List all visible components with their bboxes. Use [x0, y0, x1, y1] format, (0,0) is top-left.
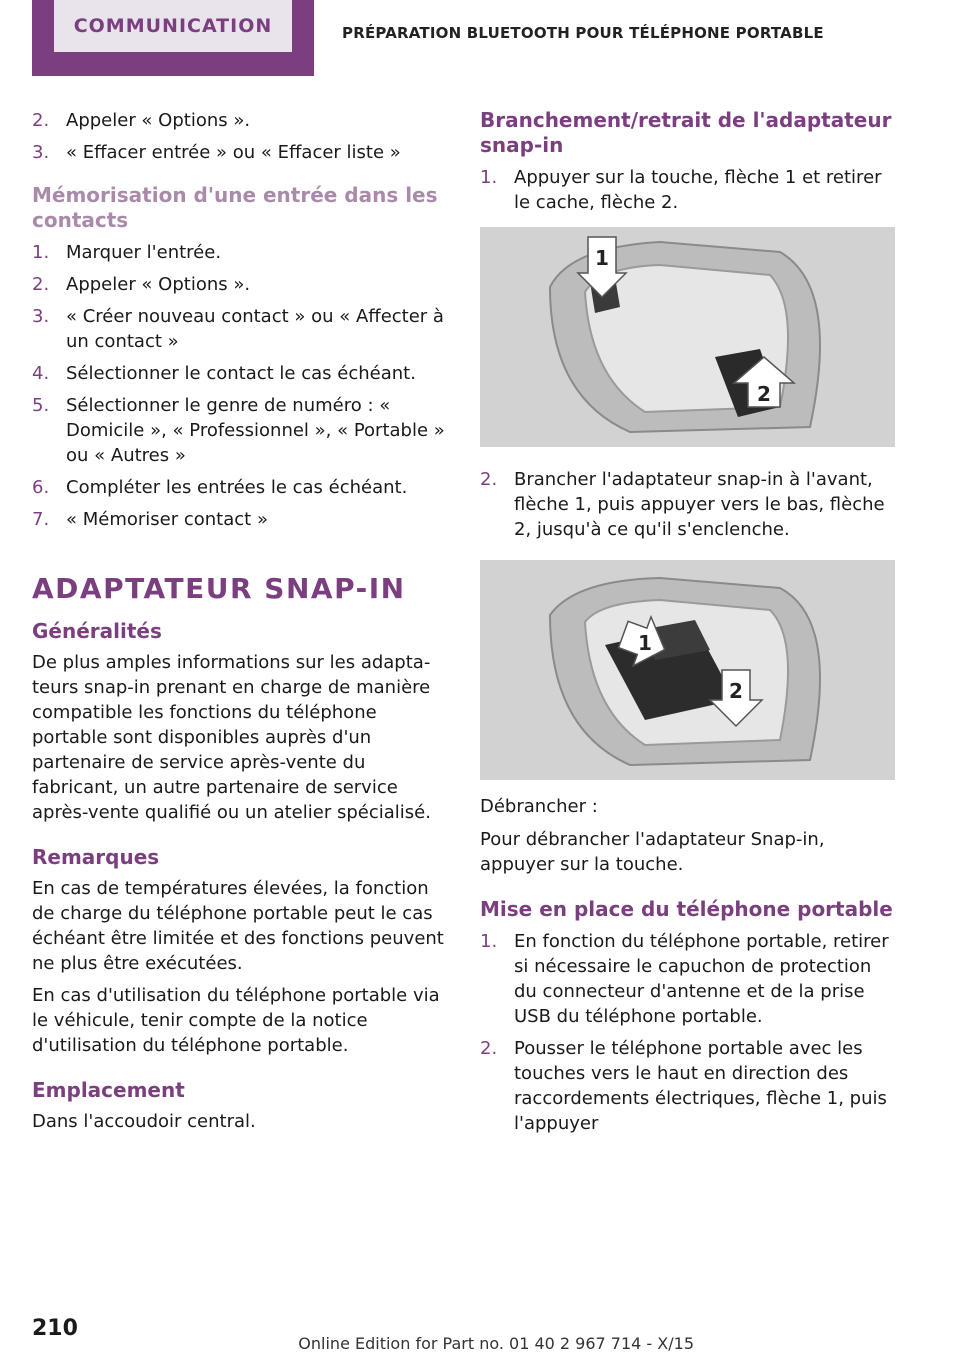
memorisation-steps-list — [32, 240, 446, 532]
list-item — [480, 467, 895, 542]
list-item — [32, 272, 446, 297]
figure-remove-cover — [480, 227, 895, 447]
list-item — [480, 929, 895, 1029]
list-text: Appeler « Options ». — [66, 110, 251, 131]
paragraph-remarques-2: En cas d'utilisation du téléphone portable via le véhicule, tenir compte de la notice d'utilisation du téléphone portable. — [32, 985, 440, 1056]
list-number: 3. — [32, 142, 50, 163]
list-number: 2. — [480, 469, 498, 490]
list-item — [480, 165, 895, 215]
list-number: 1. — [32, 242, 50, 263]
right-column — [480, 108, 895, 1143]
chapter-tab-label: COMMUNICATION — [54, 0, 292, 52]
list-number: 4. — [32, 363, 50, 384]
mise-en-place-steps-list — [480, 929, 895, 1136]
list-text: Brancher l'adaptateur snap-in à l'avant, flèche 1, puis appuyer vers le bas, flèche 2, jusqu'à ce qu'il s'enclenche. — [514, 469, 885, 540]
heading-generalites: Généralités — [32, 619, 162, 643]
left-column — [32, 108, 446, 1134]
paragraph-debrancher: Pour débrancher l'adaptateur Snap-in, appuyer sur la touche. — [480, 829, 825, 875]
list-text: Marquer l'entrée. — [66, 242, 222, 263]
arrow-1-label: 1 — [595, 246, 609, 270]
list-item — [32, 140, 446, 165]
list-text: Sélectionner le genre de numéro : « Domicile », « Professionnel », « Portable » ou « Autres » — [66, 395, 445, 466]
chapter-tab — [32, 0, 314, 76]
list-number: 2. — [32, 110, 50, 131]
branchement-steps-list — [480, 165, 895, 215]
heading-adaptateur: ADAPTATEUR SNAP-IN — [32, 572, 406, 605]
list-number: 3. — [32, 306, 50, 327]
list-text: « Mémoriser contact » — [66, 509, 268, 530]
heading-branchement: Branchement/retrait de l'adaptateur snap-in — [480, 108, 892, 157]
list-number: 2. — [32, 274, 50, 295]
list-number: 1. — [480, 931, 498, 952]
edition-text: Online Edition for Part no. 01 40 2 967 714 - X/15 — [298, 1334, 694, 1353]
list-number: 1. — [480, 167, 498, 188]
heading-emplacement: Emplacement — [32, 1078, 185, 1102]
paragraph-emplacement: Dans l'accoudoir central. — [32, 1111, 256, 1132]
branchement-steps-list-2 — [480, 467, 895, 542]
heading-mise-en-place: Mise en place du téléphone portable — [480, 897, 893, 921]
list-text: Pousser le téléphone portable avec les touches vers le haut en direction des raccordements électriques, flèche 1, puis l'appuyer — [514, 1038, 887, 1134]
figure-insert-adapter — [480, 560, 895, 780]
list-text: « Créer nouveau contact » ou « Affecter à un contact » — [66, 306, 444, 352]
list-item — [32, 475, 446, 500]
paragraph-generalites: De plus amples informations sur les adaptateurs snap-in prenant en charge de manière compatible les fonctions du téléphone portable sont disponibles auprès d'un partenaire de service après-vente du fabricant, un autre partenaire de service après-vente qualifié ou un atelier spécialisé. — [32, 652, 431, 823]
list-item — [32, 240, 446, 265]
arrow-1-label: 1 — [638, 631, 652, 655]
list-item — [32, 361, 446, 386]
armrest-illustration-1 — [480, 227, 895, 447]
list-text: Appuyer sur la touche, flèche 1 et retirer le cache, flèche 2. — [514, 167, 882, 213]
list-item — [480, 1036, 895, 1136]
list-text: Appeler « Options ». — [66, 274, 251, 295]
arrow-2-label: 2 — [729, 679, 743, 703]
list-number: 6. — [32, 477, 50, 498]
section-title: PRÉPARATION BLUETOOTH POUR TÉLÉPHONE PORTABLE — [342, 24, 824, 42]
list-number: 7. — [32, 509, 50, 530]
delete-steps-list — [32, 108, 446, 165]
heading-remarques: Remarques — [32, 845, 160, 869]
list-text: En fonction du téléphone portable, retirer si nécessaire le capuchon de protection du connecteur d'antenne et de la prise USB du téléphone portable. — [514, 931, 889, 1027]
page-header — [0, 0, 960, 76]
list-number: 2. — [480, 1038, 498, 1059]
list-item — [32, 393, 446, 468]
debrancher-label: Débrancher : — [480, 796, 598, 817]
heading-memorisation: Mémorisation d'une entrée dans les contacts — [32, 183, 438, 232]
list-text: Sélectionner le contact le cas échéant. — [66, 363, 416, 384]
armrest-illustration-2 — [480, 560, 895, 780]
arrow-2-label: 2 — [757, 382, 771, 406]
list-item — [32, 304, 446, 354]
list-item — [32, 108, 446, 133]
list-text: « Effacer entrée » ou « Effacer liste » — [66, 142, 401, 163]
page-number: 210 — [32, 1316, 78, 1341]
paragraph-remarques-1: En cas de températures élevées, la fonction de charge du téléphone portable peut le cas échéant être limitée et des fonctions peuvent ne plus être exécutées. — [32, 878, 444, 974]
list-number: 5. — [32, 395, 50, 416]
list-item — [32, 507, 446, 532]
list-text: Compléter les entrées le cas échéant. — [66, 477, 408, 498]
